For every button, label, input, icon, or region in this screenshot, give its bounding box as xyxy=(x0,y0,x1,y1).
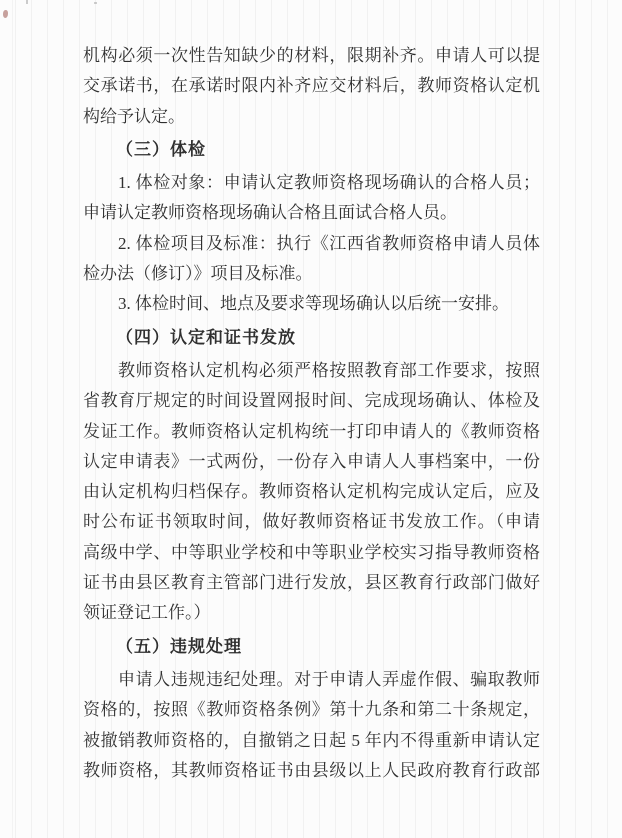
document-line: 机构必须一次性告知缺少的材料，限期补齐。申请人可以提 xyxy=(83,46,540,65)
document-text-block xyxy=(83,41,540,786)
document-line: 3. 体检时间、地点及要求等现场确认以后统一安排。 xyxy=(118,294,509,314)
document-line: 省教育厅规定的时间设置网报时间、完成现场确认、体检及 xyxy=(83,391,540,411)
document-line: 2. 体检项目及标准：执行《江西省教师资格申请人员体 xyxy=(118,233,540,253)
scan-speck-red xyxy=(3,10,8,18)
scan-edge-shadow xyxy=(12,0,13,838)
section-heading-weigui: （五）违规处理 xyxy=(116,636,242,656)
document-line: 交承诺书，在承诺时限内补齐应交材料后，教师资格认定机 xyxy=(83,76,540,96)
document-line: 申请认定教师资格现场确认合格且面试合格人员。 xyxy=(83,203,457,223)
document-line: 1. 体检对象：申请认定教师资格现场确认的合格人员； xyxy=(118,173,540,193)
document-line: 构给予认定。 xyxy=(83,106,185,126)
document-line: 由认定机构归档保存。教师资格认定机构完成认定后，应及 xyxy=(83,482,540,502)
document-line: 高级中学、中等职业学校和中等职业学校实习指导教师资格 xyxy=(83,542,540,562)
scan-speck-gray xyxy=(94,2,97,4)
document-line: 教师资格，其教师资格证书由县级以上人民政府教育行政部 xyxy=(83,760,540,780)
document-line: 发证工作。教师资格认定机构统一打印申请人的《教师资格 xyxy=(83,421,540,441)
document-line: 时公布证书领取时间，做好教师资格证书发放工作。（申请 xyxy=(83,512,540,532)
document-line: 教师资格认定机构必须严格按照教育部工作要求，按照 xyxy=(118,360,540,380)
document-line: 被撤销教师资格的，自撤销之日起 5 年内不得重新申请认定 xyxy=(83,730,540,750)
document-line: 检办法（修订）》项目及标准。 xyxy=(83,264,313,284)
document-line: 领证登记工作。） xyxy=(83,603,211,623)
document-line: 证书由县区教育主管部门进行发放，县区教育行政部门做好 xyxy=(83,573,540,593)
scan-speck-gray xyxy=(26,0,28,4)
section-heading-rending: （四）认定和证书发放 xyxy=(116,327,296,347)
document-line: 申请人违规违纪处理。对于申请人弄虚作假、骗取教师 xyxy=(118,669,540,689)
section-heading-tijian: （三）体检 xyxy=(116,139,206,159)
document-line: 认定申请表》一式两份，一份存入申请人人事档案中，一份 xyxy=(83,451,540,471)
document-line: 资格的，按照《教师资格条例》第十九条和第二十条规定， xyxy=(83,700,540,720)
